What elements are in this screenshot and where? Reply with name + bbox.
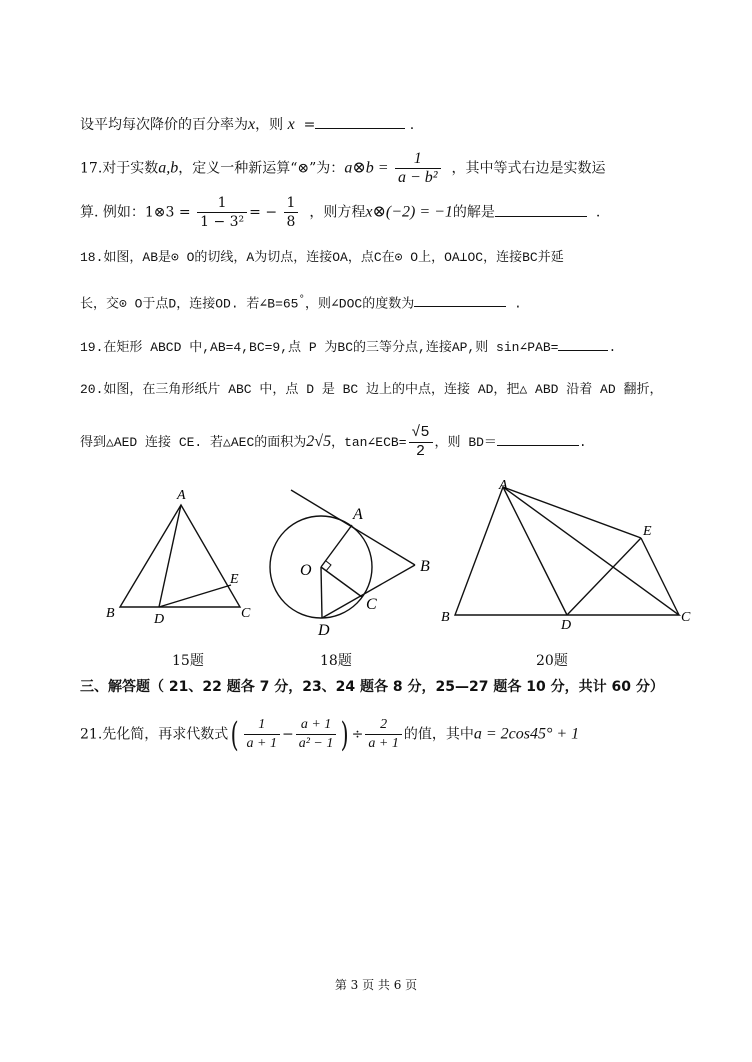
q17-line2 [80,194,600,231]
q17-example-frac [197,194,247,231]
fig20-label-E: E [643,524,652,539]
q21-left-paren: ( [230,714,239,755]
q21-minus: − [281,726,294,743]
q18-l2b: ，则∠DOC的度数为 [304,296,415,312]
fig15-label-E: E [230,572,239,587]
fig18-caption: 18题 [320,653,352,669]
answer-blank-20[interactable] [497,433,579,446]
q17-p5: ，则方程 [309,204,366,221]
q17-p1: 17.对于实数 [80,160,159,177]
fig15-label-A: A [177,488,186,503]
q18-degree: ° [298,294,305,306]
q21-right-paren: ) [341,714,349,755]
q17-vars: a,b [158,159,179,177]
q16-eq: = [303,117,316,133]
q21-p2: 的值，其中 [403,726,474,743]
q17-equation: x⊗(−2) = −1 [365,203,453,221]
fig18-label-B: B [420,558,430,575]
fig18-label-D: D [318,622,330,639]
fig18-label-O: O [300,562,312,579]
q18-line2 [80,290,522,314]
q17-ex2-num: 1 [284,194,299,213]
q20-area: 2√5 [306,432,332,450]
q16-end: . [409,117,415,133]
answer-blank-18[interactable] [414,294,506,307]
fig18-label-C: C [366,596,377,613]
q17-den: a − b² [397,169,438,186]
q17-eq2: = − [249,204,278,221]
q17-ex2-den: 8 [286,214,296,230]
q21-f1-den: a + 1 [246,736,277,751]
q20-l2b: ，tan∠ECB= [331,434,407,450]
q19-text: 19.在矩形 ABCD 中,AB=4,BC=9,点 P 为BC的三等分点,连接AP,则 sin∠PAB= [80,340,559,355]
q17-end: . [595,204,601,221]
q20-tan-frac [409,424,433,461]
fig15-label-B: B [106,606,115,621]
fig18-label-A: A [353,506,363,523]
q21-f3-den: a + 1 [368,736,399,751]
answer-blank-17[interactable] [495,204,587,217]
q17-example-frac2 [284,194,299,231]
q17-p3: ，其中等式右边是实数运 [451,160,606,177]
q18-line1 [80,248,564,268]
q21-f3-num: 2 [365,716,401,735]
q16-comma: ，则 [255,117,284,133]
q19-end: . [608,340,617,355]
q17-ex-den: 1 − 3² [200,214,245,230]
q21-condition: a = 2cos45° + 1 [473,725,580,743]
fig20-label-A: A [499,478,508,493]
q21-div: ÷ [351,726,364,743]
q20-l2a: 得到△AED 连接 CE. 若△AEC的面积为 [80,434,307,450]
q21-line [80,716,579,753]
q21-f2-den: a² − 1 [298,736,334,751]
answer-blank-16[interactable] [315,116,405,129]
answer-blank-19[interactable] [558,338,608,351]
q20-end: . [578,434,587,450]
q20-line1 [80,380,662,400]
fig20-label-B: B [441,610,450,625]
q16-text: 设平均每次降价的百分率为 [80,117,248,133]
q18-end: . [514,296,522,312]
q17-ex-num: 1 [197,194,247,213]
q20-l2c: ，则 BD＝ [434,434,497,450]
q21-frac3 [365,716,401,753]
q21-frac2 [296,716,337,753]
fig20-label-D: D [561,618,572,630]
figure-20-svg [435,475,700,630]
q20-l1: 20.如图，在三角形纸片 ABC 中，点 D 是 BC 边上的中点，连接 AD，把△ ABD 沿着 AD 翻折， [80,382,663,397]
q16-tail [80,115,414,135]
var-x2: x [287,116,295,133]
q21-p1: 21.先化简，再求代数式 [80,726,229,743]
q17-p2: ，定义一种新运算“⊗”为： [178,160,345,177]
q17-p4: 算. 例如：1⊗3 = [80,204,191,221]
var-x: x [248,116,256,133]
q17-p6: 的解是 [452,204,495,221]
q19-line [80,338,616,358]
q17-num: 1 [395,150,441,169]
q21-frac1 [244,716,280,753]
figure-18 [260,485,440,640]
fig15-label-D: D [154,612,165,625]
fig20-caption: 20题 [536,653,568,669]
figure-15-svg [100,485,260,625]
fig15-caption: 15题 [172,653,204,669]
figure-20 [435,475,700,630]
figure-18-svg [260,485,440,640]
fig15-label-C: C [241,606,251,621]
q20-tan-num: √5 [409,424,433,443]
q17-line1 [80,150,605,187]
page-footer: 第 3 页 共 6 页 [334,978,418,992]
figure-15 [100,485,260,625]
q18-l2a: 长，交⊙ O于点D，连接OD. 若∠B=65 [80,296,299,312]
q21-f1-num: 1 [244,716,280,735]
q17-lhs: a⊗b = [344,159,389,177]
fig20-label-C: C [681,610,691,625]
q21-f2-num: a + 1 [296,716,337,735]
q20-line2 [80,424,587,461]
q17-fraction [395,150,441,187]
q20-tan-den: 2 [416,443,426,460]
q18-l1: 18.如图，AB是⊙ O的切线，A为切点，连接OA，点C在⊙ O上，OA⊥OC，连接BC并延 [80,250,564,265]
section-3-heading: 三、解答题（ 21、22 题各 7 分，23、24 题各 8 分，25—27 题各 10 分，共计 60 分） [80,679,664,695]
